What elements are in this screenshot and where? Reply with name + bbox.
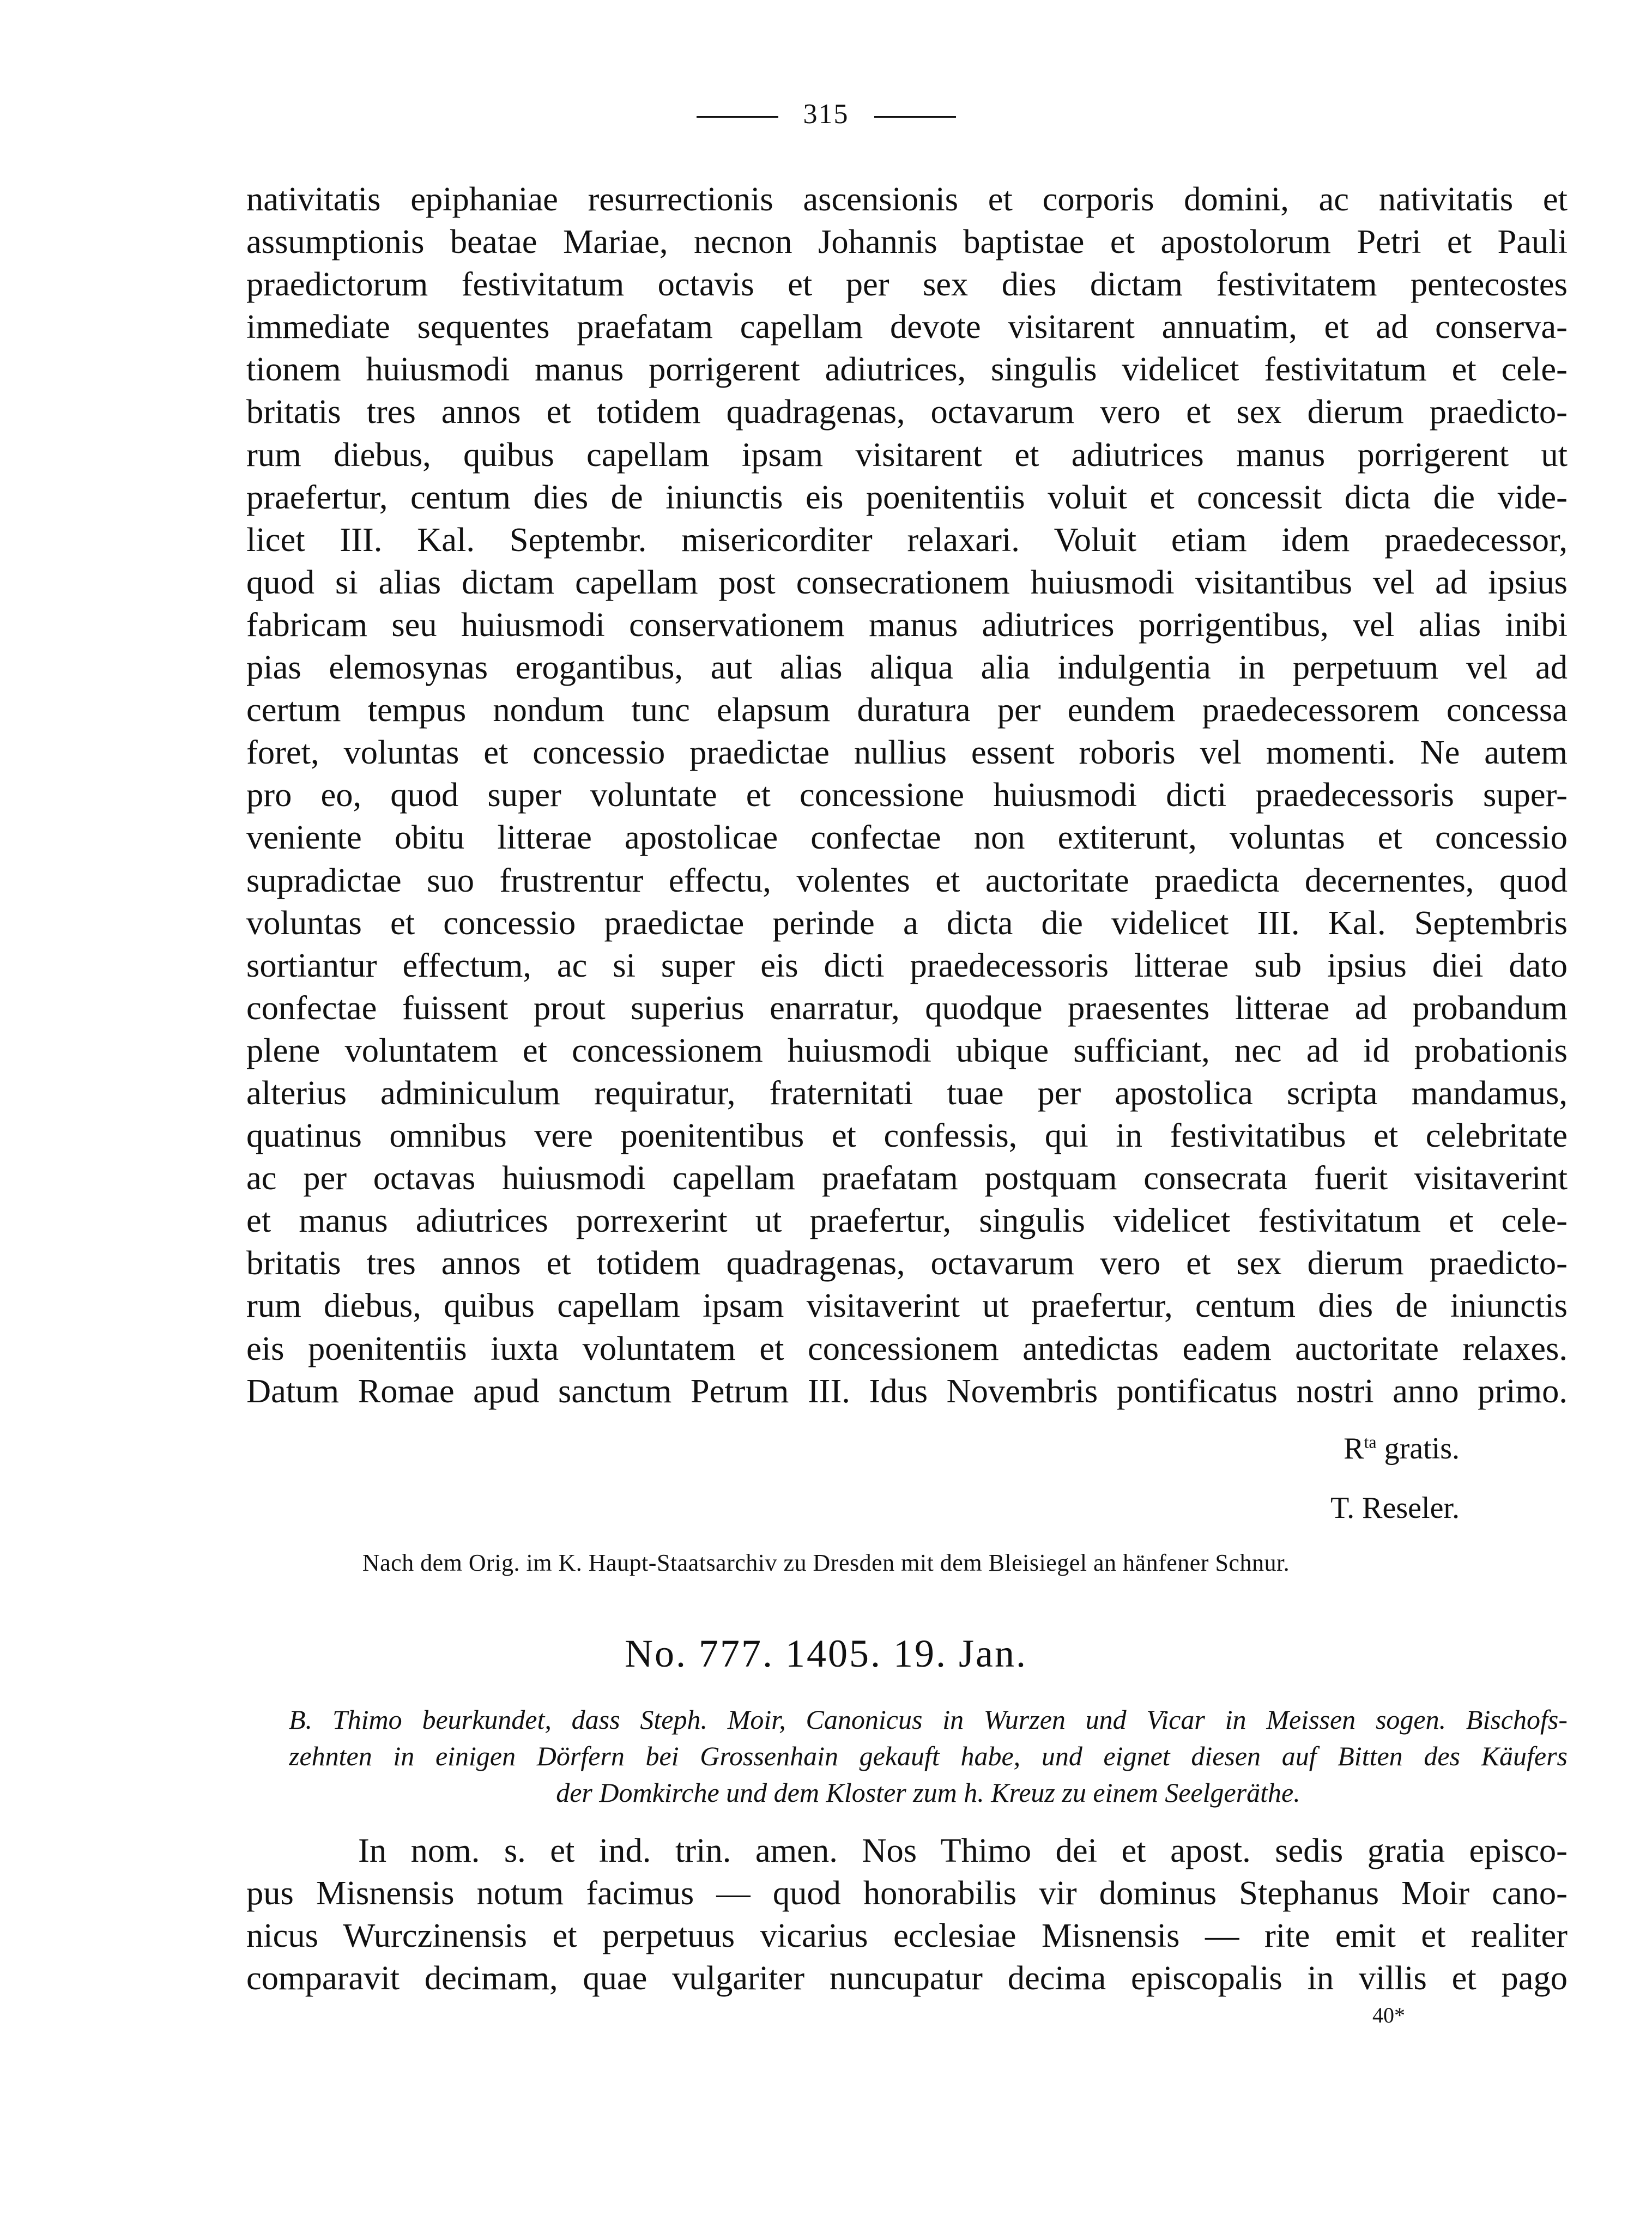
- summary-line: B. Thimo beurkundet, dass Steph. Moir, Canonicus in Wurzen und Vicar in Meissen sogen. Bischofs-: [289, 1704, 1568, 1735]
- main-text-line: britatis tres annos et totidem quadragenas, octavarum vero et sex dierum praedicto-: [246, 1244, 1568, 1282]
- header-rule-left: [697, 116, 778, 118]
- scribe-signature: T. Reseler.: [1330, 1491, 1460, 1525]
- second-text-line: nicus Wurczinensis et perpetuus vicarius ecclesiae Misnensis — rite emit et realiter: [246, 1916, 1568, 1955]
- document-summary: [289, 1702, 1568, 1811]
- main-text-line: quatinus omnibus vere poenitentibus et confessis, qui in festivitatibus et celebritate: [246, 1116, 1568, 1155]
- main-text-line: foret, voluntas et concessio praedictae nullius essent roboris vel momenti. Ne autem: [246, 733, 1568, 772]
- header-rule-right: [874, 116, 956, 118]
- main-text-line: certum tempus nondum tunc elapsum duratura per eundem praedecessorem concessa: [246, 691, 1568, 729]
- main-text-line: assumptionis beatae Mariae, necnon Johannis baptistae et apostolorum Petri et Pauli: [246, 222, 1568, 261]
- main-text-line: quod si alias dictam capellam post consecrationem huiusmodi visitantibus vel ad ipsius: [246, 562, 1568, 601]
- folio-mark: 40*: [1372, 2003, 1405, 2027]
- main-text-line: alterius adminiculum requiratur, fraternitati tuae per apostolica scripta mandamus,: [246, 1073, 1568, 1112]
- main-text-line: voluntas et concessio praedictae perinde a dicta die videlicet III. Kal. Septembris: [246, 903, 1568, 942]
- main-text-line: veniente obitu litterae apostolicae confectae non extiterunt, voluntas et concessio: [246, 818, 1568, 857]
- main-text-line: nativitatis epiphaniae resurrectionis ascensionis et corporis domini, ac nativitatis et: [246, 180, 1568, 218]
- page-header: [0, 98, 1652, 130]
- summary-line: der Domkirche und dem Kloster zum h. Kreuz zu einem Seelgeräthe.: [556, 1777, 1300, 1808]
- main-text-line: confectae fuissent prout superius enarratur, quodque praesentes litterae ad probandum: [246, 988, 1568, 1027]
- main-text-block: [246, 178, 1568, 1412]
- main-text-line: ac per octavas huiusmodi capellam praefatam postquam consecrata fuerit visitaverint: [246, 1159, 1568, 1197]
- main-text-line: rum diebus, quibus capellam ipsam visitaverint ut praefertur, centum dies de iniunctis: [246, 1286, 1568, 1325]
- main-text-line: et manus adiutrices porrexerint ut praefertur, singulis videlicet festivitatum et cele-: [246, 1201, 1568, 1240]
- registry-abbrev: R: [1344, 1432, 1364, 1466]
- main-text-line: praefertur, centum dies de iniunctis eis poenitentiis voluit et concessit dicta die vide-: [246, 477, 1568, 516]
- second-text-block: [246, 1829, 1568, 1999]
- main-text-line: immediate sequentes praefatam capellam devote visitarent annuatim, et ad conserva-: [246, 307, 1568, 346]
- main-text-line: pro eo, quod super voluntate et concessione huiusmodi dicti praedecessoris super-: [246, 776, 1568, 814]
- main-text-line: pias elemosynas erogantibus, aut alias aliqua alia indulgentia in perpetuum vel ad: [246, 648, 1568, 687]
- main-text-line: fabricam seu huiusmodi conservationem manus adiutrices porrigentibus, vel alias inibi: [246, 605, 1568, 644]
- registry-word: gratis.: [1384, 1432, 1460, 1466]
- main-text-line: licet III. Kal. Septembr. misericorditer relaxari. Voluit etiam idem praedecessor,: [246, 520, 1568, 559]
- registry-note: [1344, 1431, 1460, 1466]
- main-text-line: plene voluntatem et concessionem huiusmodi ubique sufficiant, nec ad id probationis: [246, 1031, 1568, 1069]
- second-text-line: In nom. s. et ind. trin. amen. Nos Thimo dei et apost. sedis gratia episco-: [358, 1831, 1568, 1869]
- second-text-line: comparavit decimam, quae vulgariter nuncupatur decima episcopalis in villis et pago: [246, 1959, 1568, 1997]
- second-text-line: pus Misnensis notum facimus — quod honorabilis vir dominus Stephanus Moir cano-: [246, 1874, 1568, 1912]
- main-text-line: eis poenitentiis iuxta voluntatem et concessionem antedictas eadem auctoritate relaxes.: [246, 1329, 1568, 1367]
- page-number: 315: [803, 99, 849, 130]
- summary-line: zehnten in einigen Dörfern bei Grossenhain gekauft habe, und eignet diesen auf Bitten des Käufers: [289, 1741, 1568, 1771]
- main-text-line: Datum Romae apud sanctum Petrum III. Idus Novembris pontificatus nostri anno primo.: [246, 1371, 1568, 1410]
- main-text-line: sortiantur effectum, ac si super eis dicti praedecessoris litterae sub ipsius diei dato: [246, 946, 1568, 984]
- main-text-line: tionem huiusmodi manus porrigerent adiutrices, singulis videlicet festivitatum et cele-: [246, 350, 1568, 389]
- main-text-line: britatis tres annos et totidem quadragenas, octavarum vero et sex dierum praedicto-: [246, 392, 1568, 431]
- document-heading: No. 777. 1405. 19. Jan.: [625, 1632, 1027, 1675]
- main-text-line: supradictae suo frustrentur effectu, volentes et auctoritate praedicta decernentes, quod: [246, 861, 1568, 899]
- registry-superscript: ta: [1364, 1432, 1377, 1452]
- main-text-line: praedictorum festivitatum octavis et per sex dies dictam festivitatem pentecostes: [246, 265, 1568, 304]
- source-note: Nach dem Orig. im K. Haupt-Staatsarchiv zu Dresden mit dem Bleisiegel an hänfener Schnur.: [362, 1549, 1290, 1576]
- main-text-line: rum diebus, quibus capellam ipsam visitarent et adiutrices manus porrigerent ut: [246, 435, 1568, 474]
